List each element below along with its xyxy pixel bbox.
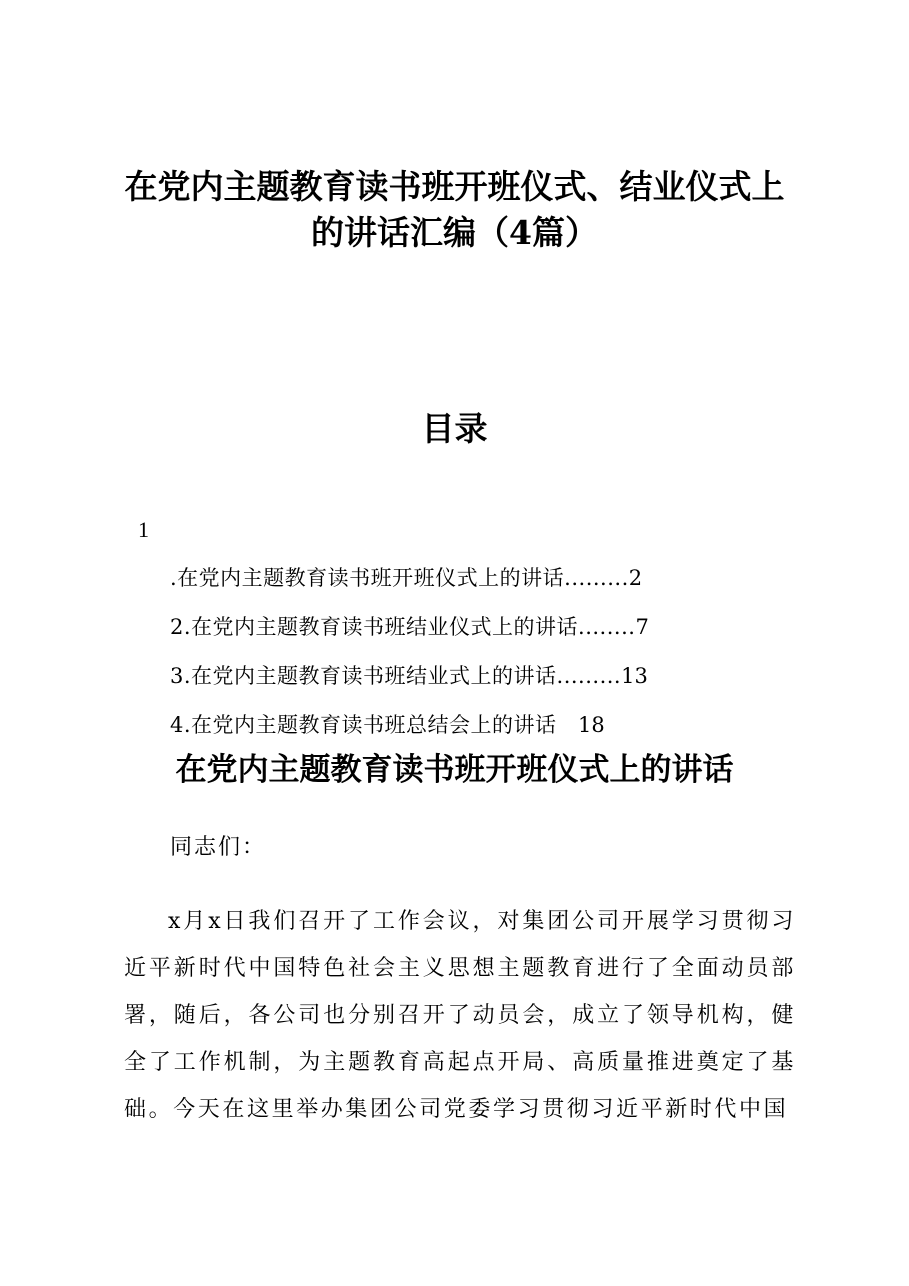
toc-entry-text: 3.在党内主题教育读书班结业式上的讲话.........: [170, 664, 622, 688]
toc-entry-text: 4.在党内主题教育读书班总结会上的讲话: [170, 713, 579, 737]
body-paragraph: x月x日我们召开了工作会议，对集团公司开展学习贯彻习近平新时代中国特色社会主义思想主题教育进行了全面动员部署，随后，各公司也分别召开了动员会，成立了领导机构，健全了工作机制，为主题教育高起点开局、高质量推进奠定了基础。今天在这里举办集团公司党委学习贯彻习近平新时代中国: [124, 909, 796, 1122]
toc-entry-page: 7: [635, 615, 649, 639]
toc-entry-1[interactable]: [170, 554, 649, 603]
toc-heading: 目录: [421, 409, 488, 448]
section-title: 在党内主题教育读书班开班仪式上的讲话: [175, 752, 734, 788]
toc-entry-2[interactable]: [170, 603, 649, 652]
document-title-line-2: 的讲话汇编（4篇）: [311, 213, 598, 252]
document-title-line-1: 在党内主题教育读书班开班仪式、结业仪式上: [124, 167, 785, 206]
toc-entry-4[interactable]: [170, 701, 649, 750]
toc-entry-text: .在党内主题教育读书班开班仪式上的讲话.........: [170, 566, 629, 590]
toc-entry-page: 13: [621, 664, 648, 688]
toc-leading-number: 1: [138, 517, 149, 542]
toc-entry-page: 2: [628, 566, 643, 590]
salutation: 同志们：: [170, 835, 267, 860]
toc-entry-3[interactable]: [170, 652, 649, 701]
toc-list: [170, 554, 649, 750]
toc-entry-page: 18: [578, 713, 605, 737]
toc-entry-text: 2.在党内主题教育读书班结业仪式上的讲话........: [170, 615, 636, 639]
